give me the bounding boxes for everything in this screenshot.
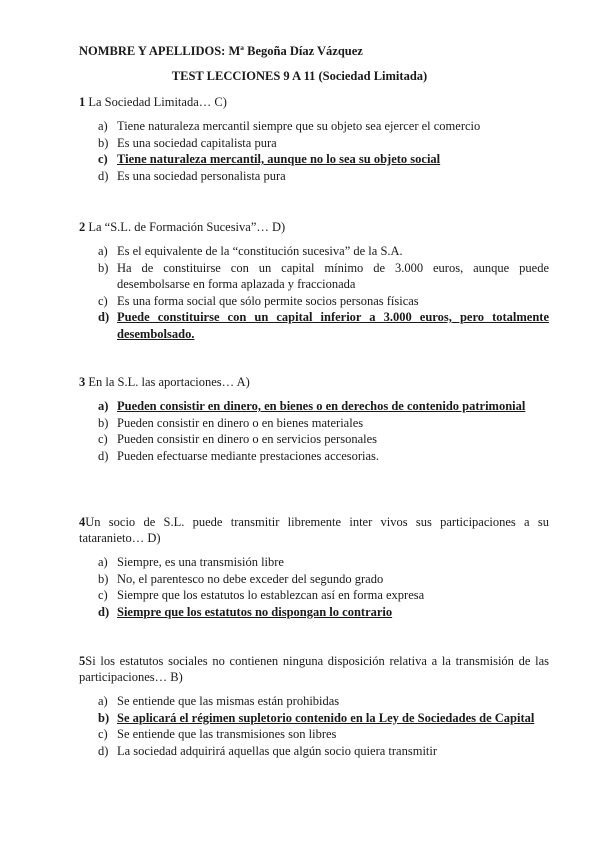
- option-c: [79, 587, 549, 604]
- option-letter: b): [98, 710, 110, 725]
- option-text: Es una forma social que sólo permite socios personas físicas: [117, 293, 419, 308]
- option-letter: c): [98, 293, 108, 308]
- option-text: Se entiende que las transmisiones son libres: [117, 727, 337, 741]
- option-d-correct: [79, 309, 549, 342]
- options-list: [79, 693, 549, 759]
- question-text: Un socio de S.L. puede transmitir libremente inter vivos sus participaciones a su tataranieto… D): [79, 515, 549, 545]
- option-letter: d): [98, 743, 109, 758]
- question-text: Si los estatutos sociales no contienen ninguna disposición relativa a la transmisión de las participaciones… B): [79, 654, 549, 684]
- question-2: [79, 219, 549, 342]
- option-letter: b): [98, 571, 109, 586]
- options-list: [79, 243, 549, 342]
- question-text: La “S.L. de Formación Sucesiva”… D): [88, 220, 286, 234]
- option-text: No, el parentesco no debe exceder del segundo grado: [117, 571, 384, 586]
- option-text: Puede constituirse con un capital inferior a 3.000 euros, pero totalmente desembolsado.: [117, 310, 549, 341]
- option-text: Siempre que los estatutos no dispongan lo contrario: [117, 604, 393, 619]
- option-letter: b): [98, 415, 109, 430]
- option-a: [79, 118, 549, 135]
- question-4: [79, 514, 549, 620]
- option-text: Pueden efectuarse mediante prestaciones accesorias.: [117, 448, 380, 463]
- option-letter: d): [98, 168, 109, 183]
- option-text: Pueden consistir en dinero o en bienes materiales: [117, 415, 364, 430]
- options-list: [79, 554, 549, 620]
- option-letter: d): [98, 448, 109, 463]
- option-letter: c): [98, 152, 108, 166]
- option-text: Siempre, es una transmisión libre: [117, 555, 284, 569]
- option-letter: b): [98, 135, 109, 150]
- question-prompt: [79, 219, 549, 235]
- option-letter: a): [98, 119, 108, 133]
- option-b: [79, 135, 549, 152]
- option-d: [79, 448, 549, 465]
- option-b: [79, 415, 549, 432]
- option-letter: c): [98, 588, 108, 602]
- option-text: Es el equivalente de la “constitución sucesiva” de la S.A.: [117, 244, 403, 258]
- option-text: Tiene naturaleza mercantil, aunque no lo sea su objeto social: [117, 152, 441, 166]
- question-prompt: [79, 94, 549, 110]
- option-a: [79, 243, 549, 260]
- option-b: [79, 571, 549, 588]
- question-text: La Sociedad Limitada… C): [88, 95, 227, 109]
- option-text: Se aplicará el régimen supletorio contenido en la Ley de Sociedades de Capital: [117, 710, 535, 725]
- question-number: 2: [79, 220, 86, 234]
- option-b-correct: [79, 710, 549, 727]
- option-text: Es una sociedad personalista pura: [117, 168, 286, 183]
- option-text: La sociedad adquirirá aquellas que algún socio quiera transmitir: [117, 743, 438, 758]
- option-text: Es una sociedad capitalista pura: [117, 135, 277, 150]
- option-text: Pueden consistir en dinero, en bienes o en derechos de contenido patrimonial: [117, 399, 526, 413]
- option-letter: a): [98, 694, 108, 708]
- option-letter: a): [98, 555, 108, 569]
- option-a: [79, 554, 549, 571]
- option-a: [79, 693, 549, 710]
- option-text: Se entiende que las mismas están prohibidas: [117, 694, 340, 708]
- option-text: Pueden consistir en dinero o en servicios personales: [117, 432, 378, 446]
- option-a-correct: [79, 398, 549, 415]
- option-b: [79, 260, 549, 293]
- question-number: 5: [79, 654, 86, 668]
- question-text: En la S.L. las aportaciones… A): [88, 375, 250, 389]
- test-title: TEST LECCIONES 9 A 11 (Sociedad Limitada): [171, 69, 428, 83]
- option-c: [79, 293, 549, 310]
- option-letter: c): [98, 432, 108, 446]
- option-c: [79, 726, 549, 743]
- option-text: Ha de constituirse con un capital mínimo de 3.000 euros, aunque puede desembolsarse en forma aplazada y fraccionada: [117, 260, 549, 291]
- question-prompt: [79, 374, 549, 390]
- question-number: 1: [79, 95, 86, 109]
- question-prompt: [79, 514, 549, 546]
- question-prompt: [79, 653, 549, 685]
- question-number: 3: [79, 375, 86, 389]
- question-number: 4: [79, 515, 86, 529]
- option-letter: b): [98, 260, 109, 275]
- question-1: [79, 94, 549, 184]
- option-text: Siempre que los estatutos lo establezcan así en forma expresa: [117, 588, 425, 602]
- question-3: [79, 374, 549, 464]
- options-list: [79, 398, 549, 464]
- option-letter: c): [98, 727, 108, 741]
- option-d-correct: [79, 604, 549, 621]
- option-text: Tiene naturaleza mercantil siempre que su objeto sea ejercer el comercio: [117, 119, 481, 133]
- option-d: [79, 168, 549, 185]
- option-letter: a): [98, 399, 109, 413]
- option-letter: d): [98, 604, 110, 619]
- option-letter: a): [98, 244, 108, 258]
- option-c-correct: [79, 151, 549, 168]
- question-5: [79, 653, 549, 759]
- option-d: [79, 743, 549, 760]
- options-list: [79, 118, 549, 184]
- option-letter: d): [98, 310, 110, 324]
- option-c: [79, 431, 549, 448]
- student-name-line: NOMBRE Y APELLIDOS: Mª Begoña Díaz Vázquez: [79, 44, 363, 58]
